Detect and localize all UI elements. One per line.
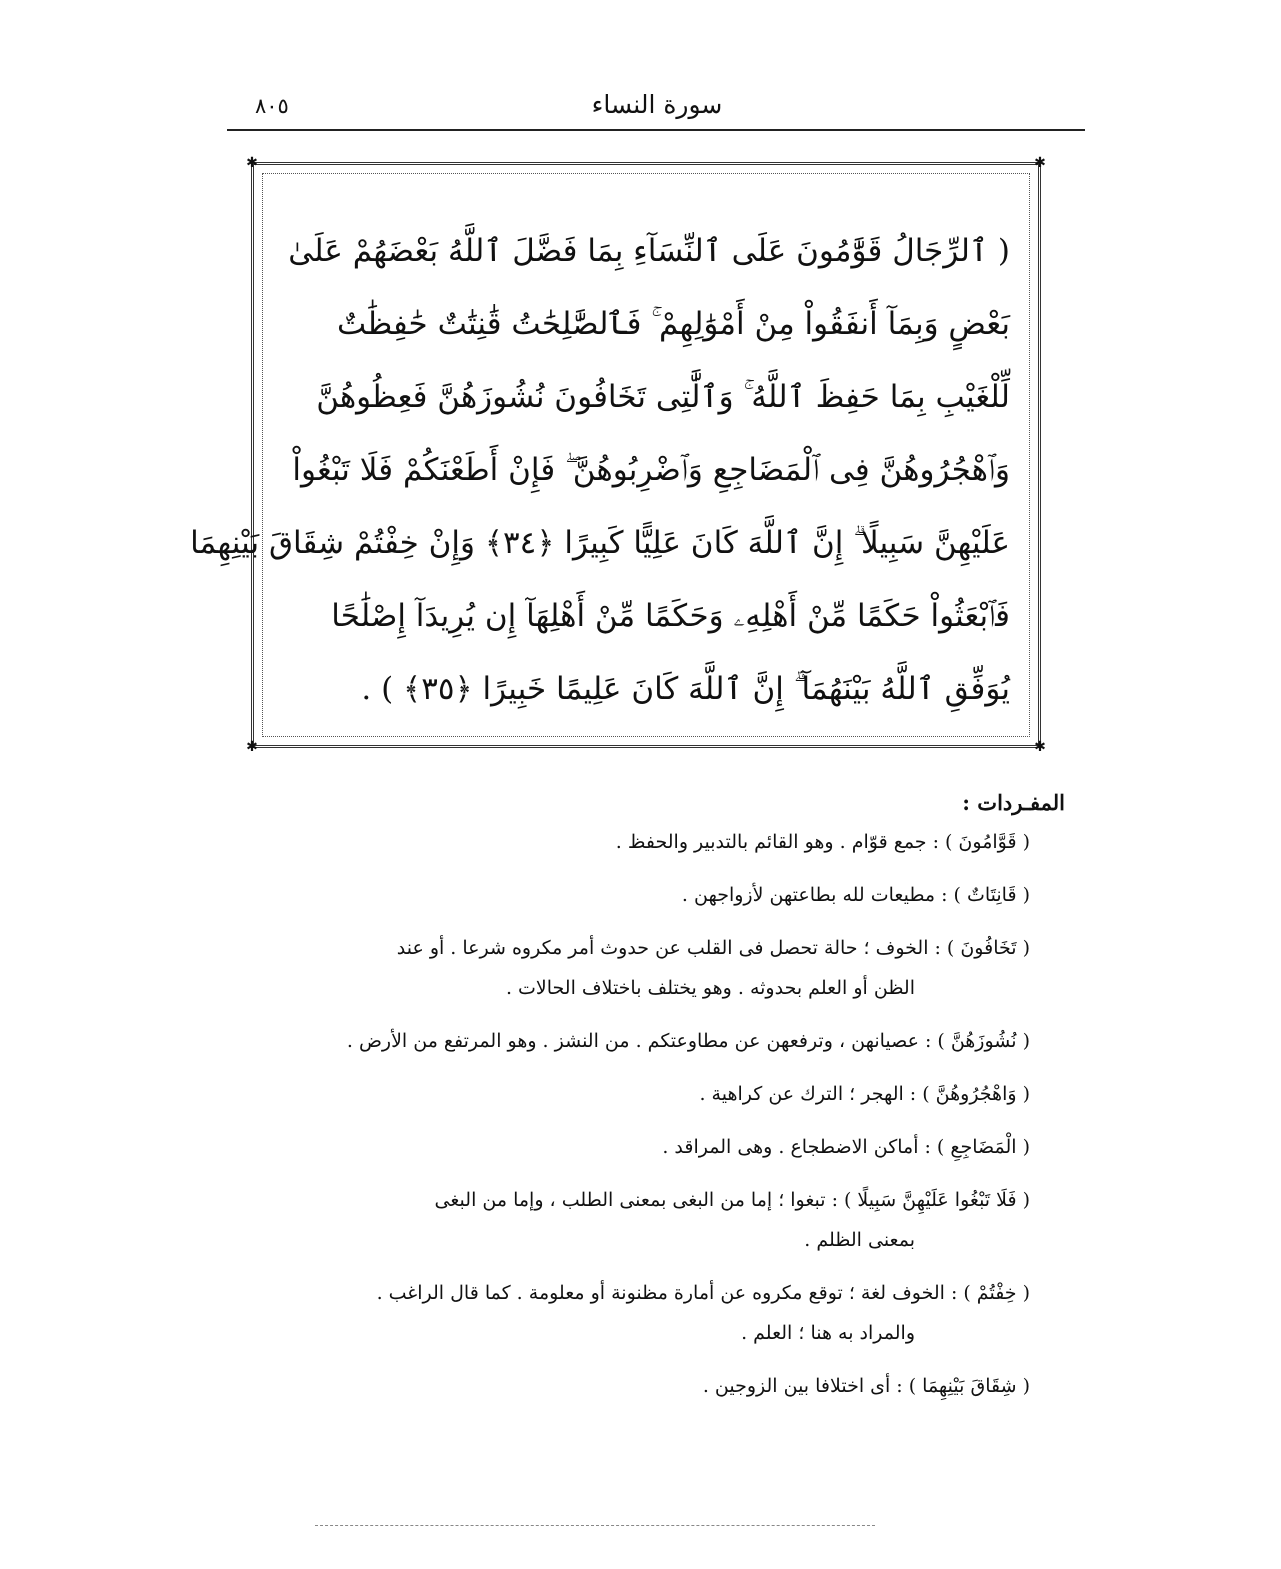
- vocabulary-term: ( وَاهْجُرُوهُنَّ ): [922, 1083, 1030, 1105]
- vocabulary-heading: المفـردات :: [962, 790, 1065, 815]
- footer-divider: [315, 1525, 875, 1526]
- vocabulary-term: ( تَخَافُونَ ): [946, 937, 1030, 959]
- page-header: [227, 88, 1085, 128]
- vocabulary-definition: أماكن الاضطجاع . وهى المراقد .: [662, 1136, 919, 1158]
- vocabulary-entry: [235, 875, 1030, 915]
- vocabulary-entry: [235, 1273, 1030, 1353]
- vocabulary-definition-continued: والمراد به هنا ؛ العلم .: [741, 1322, 915, 1344]
- star-ornament-icon: ✱: [1034, 739, 1046, 755]
- verse-text: [190, 215, 1010, 726]
- vocabulary-term: ( شِقَاقَ بَيْنِهِمَا ): [908, 1375, 1030, 1397]
- vocabulary-term: ( نُشُوزَهُنَّ ): [937, 1030, 1030, 1052]
- vocabulary-term: ( خِفْتُمْ ): [963, 1282, 1030, 1304]
- running-title: سورة النساء: [591, 90, 723, 119]
- vocabulary-separator: :: [941, 884, 948, 906]
- vocabulary-term: ( فَلَا تَبْغُوا عَلَيْهِنَّ سَبِيلًا ): [843, 1189, 1030, 1211]
- vocabulary-definition: مطيعات لله بطاعتهن لأزواجهن .: [681, 884, 936, 906]
- vocabulary-definition: الخوف ؛ حالة تحصل فى القلب عن حدوث أمر مكروه شرعا . أو عند: [396, 937, 929, 959]
- verse-line: عَلَيْهِنَّ سَبِيلًا ۗ إِنَّ ٱللَّهَ كَانَ عَلِيًّا كَبِيرًا ﴿٣٤﴾ وَإِنْ خِفْتُمْ شِقَاقَ بَيْنِهِمَا: [190, 525, 1010, 561]
- header-divider: [227, 129, 1085, 131]
- vocabulary-definition: تبغوا ؛ إما من البغى بمعنى الطلب ، وإما من البغى: [434, 1189, 826, 1211]
- vocabulary-definition: الهجر ؛ الترك عن كراهية .: [699, 1083, 904, 1105]
- verse-line: بَعْضٍ وَبِمَآ أَنفَقُواْ مِنْ أَمْوَٰلِهِمْ ۚ فَٱلصَّٰلِحَٰتُ قَٰنِتَٰتٌ حَٰفِظَٰتٌ: [337, 306, 1010, 342]
- vocabulary-separator: :: [831, 1189, 838, 1211]
- vocabulary-entry: [235, 1366, 1030, 1406]
- vocabulary-term: ( الْمَضَاجِعِ ): [936, 1136, 1030, 1158]
- vocabulary-entry: [235, 1180, 1030, 1260]
- vocabulary-definition-continued: الظن أو العلم بحدوثه . وهو يختلف باختلاف الحالات .: [505, 977, 915, 999]
- vocabulary-term: ( قَانِتَاتٌ ): [953, 884, 1030, 906]
- vocabulary-entry: [235, 1127, 1030, 1167]
- vocabulary-separator: :: [909, 1083, 917, 1105]
- vocabulary-separator: :: [924, 1136, 931, 1158]
- vocabulary-definition-continued: بمعنى الظلم .: [804, 1229, 915, 1251]
- vocabulary-entry: [235, 1074, 1030, 1114]
- star-ornament-icon: ✱: [246, 155, 258, 171]
- star-ornament-icon: ✱: [246, 739, 258, 755]
- verse-line: وَٱهْجُرُوهُنَّ فِى ٱلْمَضَاجِعِ وَٱضْرِبُوهُنَّ ۖ فَإِنْ أَطَعْنَكُمْ فَلَا تَبْغُواْ: [292, 452, 1010, 488]
- star-ornament-icon: ✱: [1034, 155, 1046, 171]
- vocabulary-definition: جمع قوّام . وهو القائم بالتدبير والحفظ .: [615, 831, 927, 853]
- vocabulary-separator: :: [896, 1375, 903, 1397]
- vocabulary-definition: الخوف لغة ؛ توقع مكروه عن أمارة مظنونة أو معلومة . كما قال الراغب .: [376, 1282, 945, 1304]
- verse-line: يُوَفِّقِ ٱللَّهُ بَيْنَهُمَآ ۗ إِنَّ ٱللَّهَ كَانَ عَلِيمًا خَبِيرًا ﴿٣٥﴾ ) .: [361, 671, 1010, 707]
- vocabulary-entry: [235, 1021, 1030, 1061]
- verse-line: ( ٱلرِّجَالُ قَوَّٰمُونَ عَلَى ٱلنِّسَآءِ بِمَا فَضَّلَ ٱللَّهُ بَعْضَهُمْ عَلَىٰ: [288, 233, 1010, 269]
- vocabulary-list: [235, 822, 1030, 1419]
- page-number: ٨٠٥: [255, 94, 289, 118]
- vocabulary-term: ( قَوَّامُونَ ): [944, 831, 1030, 853]
- verse-line: فَٱبْعَثُواْ حَكَمًا مِّنْ أَهْلِهِۦ وَحَكَمًا مِّنْ أَهْلِهَآ إِن يُرِيدَآ إِصْلَٰحًا: [331, 598, 1010, 634]
- vocabulary-entry: [235, 928, 1030, 1008]
- vocabulary-separator: :: [950, 1282, 958, 1304]
- vocabulary-entry: [235, 822, 1030, 862]
- vocabulary-separator: :: [932, 831, 939, 853]
- vocabulary-definition: أى اختلافا بين الزوجين .: [702, 1375, 891, 1397]
- verse-line: لِّلْغَيْبِ بِمَا حَفِظَ ٱللَّهُ ۚ وَٱلَّٰتِى تَخَافُونَ نُشُوزَهُنَّ فَعِظُوهُنَّ: [316, 379, 1010, 415]
- vocabulary-definition: عصيانهن ، وترفعهن عن مطاوعتكم . من النشز . وهو المرتفع من الأرض .: [346, 1030, 919, 1052]
- vocabulary-separator: :: [934, 937, 941, 959]
- vocabulary-separator: :: [924, 1030, 932, 1052]
